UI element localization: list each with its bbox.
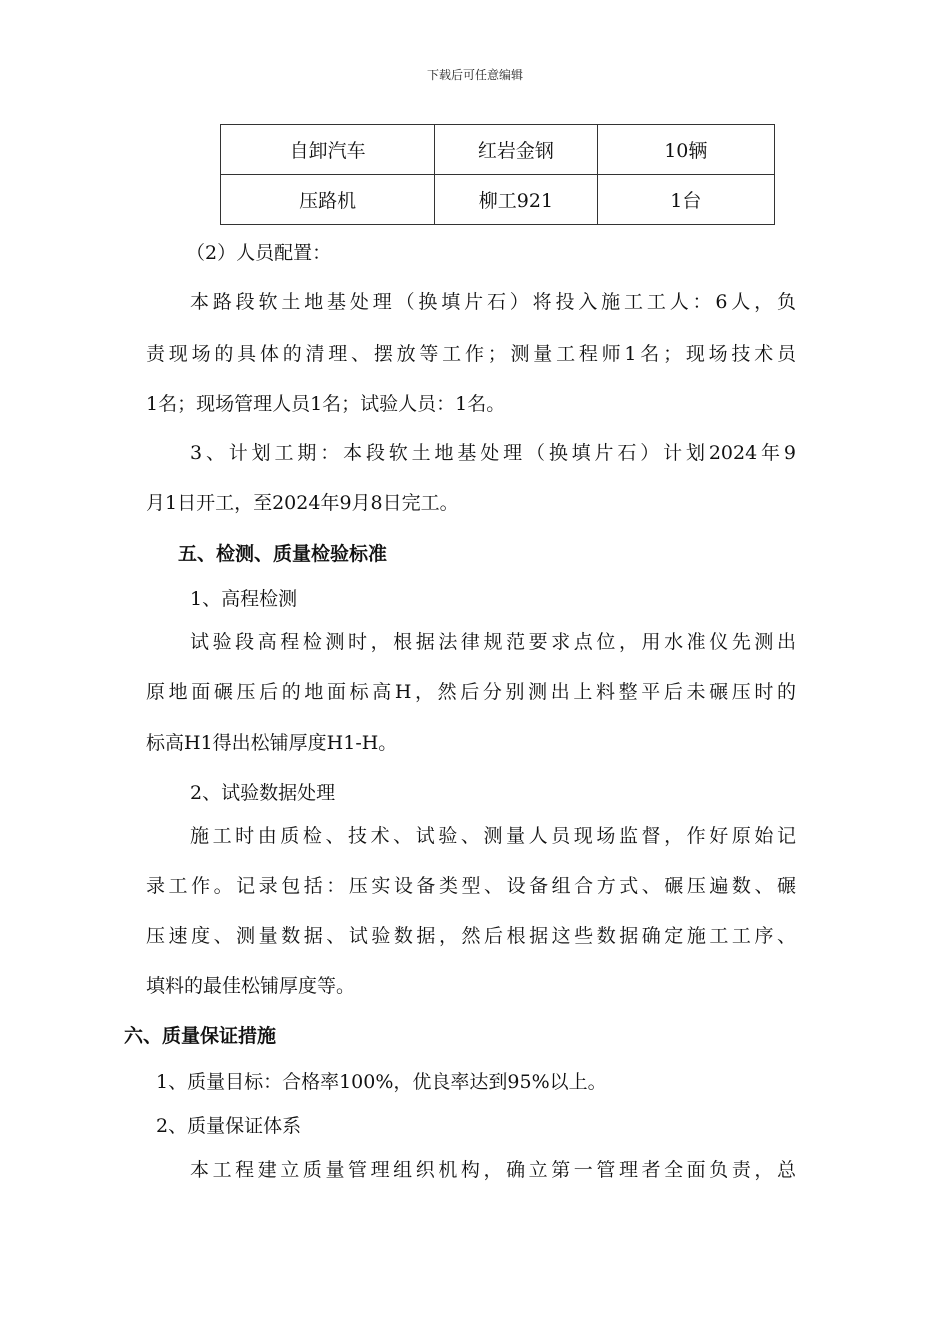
paragraph-line: 压速度、测量数据、试验数据，然后根据这些数据确定施工工序、 xyxy=(146,925,796,947)
equipment-model-cell: 红岩金钢 xyxy=(435,125,597,175)
table-row xyxy=(221,125,775,175)
equipment-name-cell: 压路机 xyxy=(221,175,435,225)
equipment-table xyxy=(220,124,775,225)
paragraph-line: 3、计划工期：本段软土地基处理（换填片石）计划2024年9 xyxy=(190,442,796,464)
equipment-qty-cell: 10辆 xyxy=(597,125,774,175)
table-row xyxy=(221,175,775,225)
list-item: 1、质量目标：合格率100%，优良率达到95%以上。 xyxy=(156,1071,607,1093)
paragraph-line: 原地面碾压后的地面标高H，然后分别测出上料整平后未碾压时的 xyxy=(146,681,796,703)
paragraph-line: 本路段软土地基处理（换填片石）将投入施工工人：6人，负 xyxy=(190,291,796,313)
paragraph-line: 施工时由质检、技术、试验、测量人员现场监督，作好原始记 xyxy=(190,825,796,847)
subsection-heading: 2、试验数据处理 xyxy=(190,782,336,804)
paragraph-line: 填料的最佳松铺厚度等。 xyxy=(146,975,356,997)
personnel-heading: （2）人员配置： xyxy=(186,242,332,264)
paragraph-line: 责现场的具体的清理、摆放等工作；测量工程师1名；现场技术员 xyxy=(146,343,796,365)
paragraph-line: 录工作。记录包括：压实设备类型、设备组合方式、碾压遍数、碾 xyxy=(146,875,796,897)
equipment-qty-cell: 1台 xyxy=(597,175,774,225)
paragraph-line: 试验段高程检测时，根据法律规范要求点位，用水准仪先测出 xyxy=(190,631,796,653)
paragraph-line: 月1日开工，至2024年9月8日完工。 xyxy=(146,492,459,514)
subsection-heading: 2、质量保证体系 xyxy=(156,1115,302,1137)
subsection-heading: 1、高程检测 xyxy=(190,588,298,610)
section-heading: 五、检测、质量检验标准 xyxy=(178,543,388,565)
header-note: 下载后可任意编辑 xyxy=(426,68,523,82)
paragraph-line: 1名；现场管理人员1名；试验人员：1名。 xyxy=(146,393,506,415)
equipment-model-cell: 柳工921 xyxy=(435,175,597,225)
paragraph-line: 标高H1得出松铺厚度H1-H。 xyxy=(146,732,398,754)
paragraph-line: 本工程建立质量管理组织机构，确立第一管理者全面负责，总 xyxy=(190,1159,796,1181)
section-heading: 六、质量保证措施 xyxy=(124,1025,277,1047)
equipment-name-cell: 自卸汽车 xyxy=(221,125,435,175)
